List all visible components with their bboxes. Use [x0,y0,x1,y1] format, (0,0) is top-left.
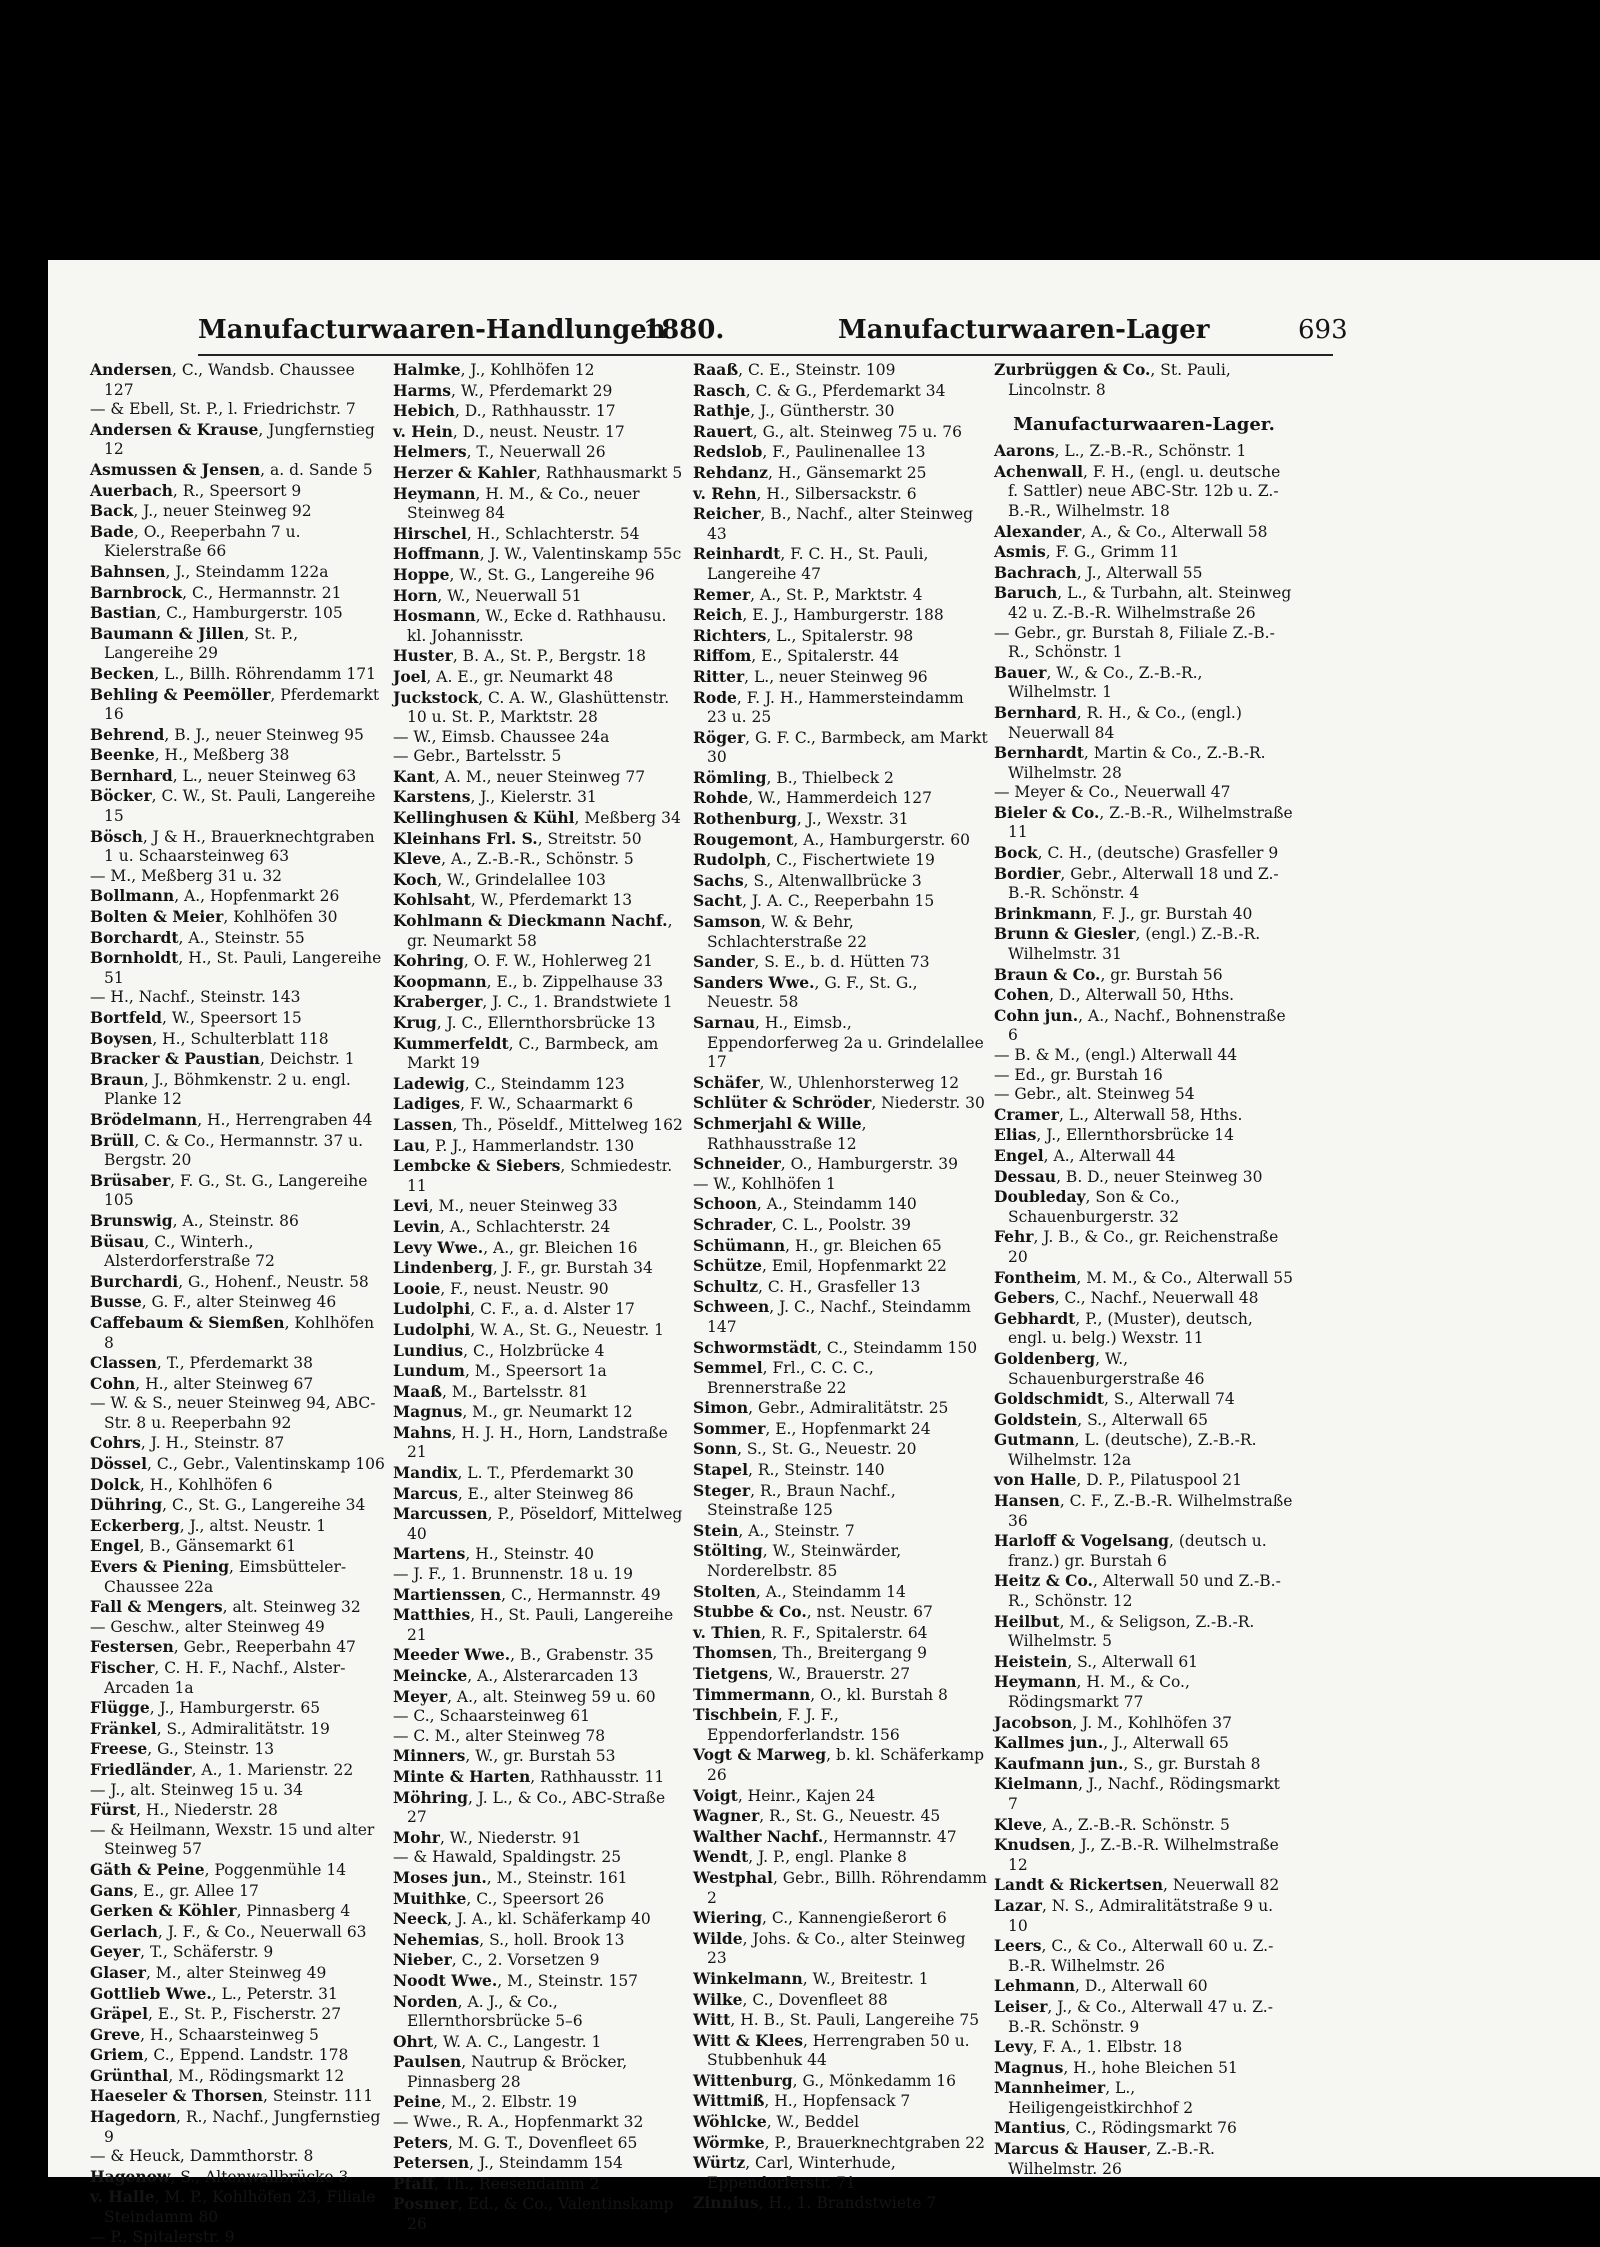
directory-entry: Simon, Gebr., Admiralitätstr. 25 [693,1398,949,1418]
directory-entry: — Meyer & Co., Neuerwall 47 [994,783,1231,802]
directory-entry: Thomsen, Th., Breitergang 9 [693,1643,927,1663]
directory-entry: Landt & Rickertsen, Neuerwall 82 [994,1875,1280,1895]
directory-entry: v. Rehn, H., Silbersackstr. 6 [693,483,917,503]
page-number: 693 [1298,315,1348,345]
directory-entry: Barnbrock, C., Hermannstr. 21 [90,582,342,602]
directory-entry: Hirschel, H., Schlachterstr. 54 [393,523,640,543]
directory-entry: Levy, F. A., 1. Elbstr. 18 [994,2037,1183,2057]
directory-entry: — C. M., alter Steinweg 78 [393,1726,606,1745]
directory-entry: Fehr, J. B., & Co., gr. Reichenstraße 20 [994,1227,1279,1266]
directory-entry: Juckstock, C. A. W., Glashüttenstr. 10 u. St. P., Marktstr. 28 [393,687,670,727]
directory-entry: Bahnsen, J., Steindamm 122a [90,561,329,581]
directory-entry: Wöhlcke, W., Beddel [693,2112,860,2132]
directory-entry: Caffebaum & Siemßen, Kohlhöfen 8 [90,1312,375,1352]
directory-entry: Schlüter & Schröder, Niederstr. 30 [693,1093,985,1113]
directory-entry: Mahns, H. J. H., Horn, Landstraße 21 [393,1422,668,1462]
directory-entry: Rougemont, A., Hamburgerstr. 60 [693,829,970,849]
directory-entry: Hansen, C. F., Z.-B.-R. Wilhelmstraße 36 [994,1491,1293,1530]
directory-entry: Engel, B., Gänsemarkt 61 [90,1536,297,1556]
directory-entry: Marcus & Hauser, Z.-B.-R. Wilhelmstr. 26 [994,2139,1215,2178]
directory-entry: Minners, W., gr. Burstah 53 [393,1746,616,1766]
directory-entry: Norden, A. J., & Co., Ellernthorsbrücke 5–6 [393,1991,583,2031]
directory-entry: Hoppe, W., St. G., Langereihe 96 [393,564,655,584]
directory-entry: Glaser, M., alter Steinweg 49 [90,1962,327,1982]
directory-entry: — C., Schaarsteinweg 61 [393,1707,590,1726]
directory-entry: Kellinghusen & Kühl, Meßberg 34 [393,808,681,828]
directory-entry: Kleve, A., Z.-B.-R., Schönstr. 5 [393,849,634,869]
directory-entry: Kaufmann jun., S., gr. Burstah 8 [994,1753,1261,1773]
directory-entry: Rohde, W., Hammerdeich 127 [693,788,933,808]
directory-entry: Griem, C., Eppend. Landstr. 178 [90,2045,349,2065]
directory-entry: Marcussen, P., Pöseldorf, Mittelweg 40 [393,1504,683,1543]
directory-entry: Friedländer, A., 1. Marienstr. 22 [90,1759,354,1779]
directory-entry: Burchardi, G., Hohenf., Neustr. 58 [90,1271,369,1291]
directory-entry: Heymann, H. M., & Co., neuer Steinweg 84 [393,483,640,523]
directory-entry: Sachs, S., Altenwallbrücke 3 [693,870,922,890]
directory-entry: Bollmann, A., Hopfenmarkt 26 [90,886,340,906]
directory-entry: Busse, G. F., alter Steinweg 46 [90,1292,337,1312]
directory-entry: Wittenburg, G., Mönkedamm 16 [693,2070,957,2090]
directory-entry: Kohlmann & Dieckmann Nachf., gr. Neumarkt 58 [393,911,673,950]
directory-entry: — M., Meßberg 31 u. 32 [90,866,283,885]
directory-entry: Remer, A., St. P., Marktstr. 4 [693,584,923,604]
directory-entry: Brinkmann, F. J., gr. Burstah 40 [994,903,1253,923]
directory-entry: Reich, E. J., Hamburgerstr. 188 [693,605,944,625]
directory-entry: Tischbein, F. J. F., Eppendorferlandstr. 156 [693,1705,900,1744]
directory-entry: Reicher, B., Nachf., alter Steinweg 43 [693,504,974,543]
directory-entry: Posmer, Ed., & Co., Valentinskamp 26 [393,2194,674,2234]
directory-entry: Hagedorn, R., Nachf., Jungfernstieg 9 [90,2107,381,2146]
directory-entry: — J. F., 1. Brunnenstr. 18 u. 19 [393,1565,633,1584]
directory-entry: — Wwe., R. A., Hopfenmarkt 32 [393,2113,644,2132]
directory-entry: Fischer, C. H. F., Nachf., Alster-Arcaden 1a [90,1658,346,1697]
directory-entry: Lundius, C., Holzbrücke 4 [393,1340,605,1360]
directory-entry: — H., Nachf., Steinstr. 143 [90,988,301,1007]
directory-entry: Baumann & Jillen, St. P., Langereihe 29 [90,623,299,663]
directory-entry: Fränkel, S., Admiralitätstr. 19 [90,1718,330,1738]
directory-entry: Rasch, C. & G., Pferdemarkt 34 [693,380,946,400]
directory-entry: Fall & Mengers, alt. Steinweg 32 [90,1597,361,1617]
directory-entry: Rothenburg, J., Wexstr. 31 [693,809,909,829]
directory-entry: Jacobson, J. M., Kohlhöfen 37 [994,1712,1232,1732]
directory-entry: Levy Wwe., A., gr. Bleichen 16 [393,1237,638,1257]
header-rule [198,354,1333,356]
directory-entry: Fürst, H., Niederstr. 28 [90,1800,278,1820]
directory-entry: — & Ebell, St. P., l. Friedrichstr. 7 [90,400,356,419]
directory-entry: Meyer, A., alt. Steinweg 59 u. 60 [393,1686,656,1706]
directory-entry: Schneider, O., Hamburgerstr. 39 [693,1154,958,1174]
directory-entry: Westphal, Gebr., Billh. Röhrendamm 2 [693,1867,987,1907]
directory-entry: Schümann, H., gr. Bleichen 65 [693,1235,942,1255]
directory-entry: Bordier, Gebr., Alterwall 18 und Z.-B.-R. Schönstr. 4 [994,863,1279,903]
directory-entry: Kleve, A., Z.-B.-R. Schönstr. 5 [994,1814,1230,1834]
directory-entry: Heilbut, M., & Seligson, Z.-B.-R. Wilhelmstr. 5 [994,1611,1255,1651]
directory-entry: Borchardt, A., Steinstr. 55 [90,927,305,947]
directory-entry: Asmis, F. G., Grimm 11 [994,542,1180,562]
directory-entry: Schäfer, W., Uhlenhorsterweg 12 [693,1072,960,1092]
directory-entry: Bornholdt, H., St. Pauli, Langereihe 51 [90,948,382,987]
directory-entry: — Gebr., gr. Burstah 8, Filiale Z.-B.-R., Schönstr. 1 [994,623,1275,662]
directory-entry: Ludolphi, W. A., St. G., Neuestr. 1 [393,1319,664,1339]
directory-entry: Magnus, H., hohe Bleichen 51 [994,2057,1238,2077]
directory-entry: Schwormstädt, C., Steindamm 150 [693,1337,978,1357]
directory-entry: Festersen, Gebr., Reeperbahn 47 [90,1637,356,1657]
directory-entry: Wagner, R., St. G., Neuestr. 45 [693,1806,941,1826]
directory-entry: — W., Eimsb. Chaussee 24a [393,727,610,746]
directory-entry: Gans, E., gr. Allee 17 [90,1880,259,1900]
directory-entry: Koopmann, E., b. Zippelhause 33 [393,971,664,991]
directory-entry: Gottlieb Wwe., L., Peterstr. 31 [90,1983,338,2003]
directory-entry: Neeck, J. A., kl. Schäferkamp 40 [393,1909,651,1929]
directory-entry: — P., Spitalerstr. 9 [90,2227,235,2246]
directory-entry: Levin, A., Schlachterstr. 24 [393,1216,611,1236]
directory-entry: Bernhard, R. H., & Co., (engl.) Neuerwall 84 [994,702,1242,742]
directory-entry: Cohn, H., alter Steinweg 67 [90,1373,314,1393]
directory-entry: Levi, M., neuer Steinweg 33 [393,1196,618,1216]
directory-entry: Mantius, C., Rödingsmarkt 76 [994,2118,1237,2138]
directory-entry: Cohen, D., Alterwall 50, Hths. [994,985,1235,1005]
directory-entry: Meincke, A., Alsterarcaden 13 [393,1666,639,1685]
directory-entry: Wilde, Johs. & Co., alter Steinweg 23 [693,1928,966,1968]
directory-entry: Zinnius, H., 1. Brandstwiete 7 [693,2193,937,2213]
directory-entry: Krug, J. C., Ellernthorsbrücke 13 [393,1013,656,1032]
directory-entry: Brunn & Giesler, (engl.) Z.-B.-R. Wilhelmstr. 31 [994,924,1261,964]
right-running-title: Manufacturwaaren-Lager [838,315,1210,345]
directory-entry: Huster, B. A., St. P., Bergstr. 18 [393,646,647,666]
directory-entry: Auerbach, R., Speersort 9 [90,480,302,500]
directory-entry: Goldschmidt, S., Alterwall 74 [994,1389,1235,1409]
directory-entry: Sonn, S., St. G., Neuestr. 20 [693,1439,917,1459]
directory-entry: Martienssen, C., Hermannstr. 49 [393,1584,661,1604]
directory-entry: Geyer, T., Schäferstr. 9 [90,1942,274,1962]
directory-entry: Kielmann, J., Nachf., Rödingsmarkt 7 [994,1774,1280,1813]
directory-entry: Lindenberg, J. F., gr. Burstah 34 [393,1258,653,1278]
directory-entry: Schrader, C. L., Poolstr. 39 [693,1214,911,1234]
directory-entry: Bieler & Co., Z.-B.-R., Wilhelmstraße 11 [994,802,1293,842]
directory-entry: Herzer & Kahler, Rathhausmarkt 5 [393,462,683,482]
directory-entry: Behrend, B. J., neuer Steinweg 95 [90,724,364,744]
directory-entry: — & Hawald, Spaldingstr. 25 [393,1848,622,1867]
directory-entry: Stapel, R., Steinstr. 140 [693,1460,885,1480]
directory-entry: Brüsaber, F. G., St. G., Langereihe 105 [90,1170,368,1210]
directory-entry: Gerlach, J. F., & Co., Neuerwall 63 [90,1921,367,1941]
column-3 [693,360,988,2213]
directory-entry: Witt & Klees, Herrengraben 50 u. Stubbenhuk 44 [693,2030,970,2070]
directory-entry: Winkelmann, W., Breitestr. 1 [693,1968,929,1988]
directory-entry: Bracker & Paustian, Deichstr. 1 [90,1049,355,1069]
directory-entry: Semmel, Frl., C. C. C., Brennerstraße 22 [693,1358,874,1397]
directory-entry: Elias, J., Ellernthorsbrücke 14 [994,1125,1234,1145]
directory-entry: Bernhardt, Martin & Co., Z.-B.-R. Wilhelmstr. 28 [994,743,1266,782]
directory-entry: Aarons, L., Z.-B.-R., Schönstr. 1 [994,441,1247,461]
directory-entry: Ladewig, C., Steindamm 123 [393,1073,625,1093]
directory-entry: Bachrach, J., Alterwall 55 [994,562,1203,582]
directory-entry: Kraberger, J. C., 1. Brandstwiete 1 [393,992,673,1012]
directory-entry: — & Heilmann, Wexstr. 15 und alter Steinweg 57 [90,1820,375,1859]
directory-entry: Nieber, C., 2. Vorsetzen 9 [393,1950,600,1970]
directory-entry: Dühring, C., St. G., Langereihe 34 [90,1495,366,1515]
directory-entry: — Gebr., Bartelsstr. 5 [393,747,562,766]
directory-entry: Braun & Co., gr. Burstah 56 [994,964,1223,984]
directory-entry: Kohlsaht, W., Pferdemarkt 13 [393,890,633,910]
directory-entry: Voigt, Heinr., Kajen 24 [693,1785,876,1805]
directory-entry: Riffom, E., Spitalerstr. 44 [693,646,900,666]
directory-entry: Schween, J. C., Nachf., Steindamm 147 [693,1297,972,1336]
directory-entry: Hoffmann, J. W., Valentinskamp 55c [393,544,682,564]
directory-entry: v. Thien, R. F., Spitalerstr. 64 [693,1622,928,1642]
directory-entry: Grünthal, M., Rödingsmarkt 12 [90,2065,345,2085]
directory-entry: Pfaff, Th., Reesendamm 2 [393,2173,600,2193]
directory-entry: Tietgens, W., Brauerstr. 27 [693,1664,911,1683]
directory-entry: Dessau, B. D., neuer Steinweg 30 [994,1166,1263,1186]
directory-entry: Hosmann, W., Ecke d. Rathhausu. kl. Johannisstr. [393,606,667,645]
directory-entry: Eckerberg, J., altst. Neustr. 1 [90,1515,327,1535]
directory-entry: Schoon, A., Steindamm 140 [693,1194,917,1214]
page-header [198,315,1348,355]
directory-entry: Stein, A., Steinstr. 7 [693,1520,855,1540]
directory-entry: Richters, L., Spitalerstr. 98 [693,625,914,645]
directory-entry: Noodt Wwe., M., Steinstr. 157 [393,1970,639,1990]
directory-entry: Zurbrüggen & Co., St. Pauli, Lincolnstr. 8 [994,360,1231,399]
directory-entry: Muithke, C., Speersort 26 [393,1888,605,1908]
directory-entry: — W. & S., neuer Steinweg 94, ABC-Str. 8 u. Reeperbahn 92 [90,1394,376,1432]
directory-entry: Gerken & Köhler, Pinnasberg 4 [90,1901,351,1921]
directory-entry: Stolten, A., Steindamm 14 [693,1581,906,1601]
directory-entry: Reinhardt, F. C. H., St. Pauli, Langereihe 47 [693,544,929,583]
directory-entry: Doubleday, Son & Co., Schauenburgerstr. 32 [994,1187,1180,1226]
directory-entry: Gäth & Peine, Poggenmühle 14 [90,1859,347,1879]
directory-entry: Rauert, G., alt. Steinweg 75 u. 76 [693,421,962,441]
directory-entry: Peters, M. G. T., Dovenfleet 65 [393,2132,638,2152]
directory-entry: Goldstein, S., Alterwall 65 [994,1409,1208,1429]
directory-entry: Kant, A. M., neuer Steinweg 77 [393,766,646,786]
directory-entry: Koch, W., Grindelallee 103 [393,869,606,889]
directory-entry: Joel, A. E., gr. Neumarkt 48 [393,666,614,686]
directory-entry: Würtz, Carl, Winterhude, Eppendorferstr. 71 [693,2153,896,2192]
column-1 [90,360,385,2246]
directory-entry: Redslob, F., Paulinenallee 13 [693,442,926,462]
left-running-title: Manufacturwaaren-Handlungen [198,315,666,345]
directory-entry: Witt, H. B., St. Pauli, Langereihe 75 [693,2010,980,2030]
directory-entry: Paulsen, Nautrup & Bröcker, Pinnasberg 28 [393,2052,628,2091]
directory-entry: Lazar, N. S., Admiralitätstraße 9 u. 10 [994,1895,1274,1935]
directory-entry: Büsau, C., Winterh., Alsterdorferstraße 72 [90,1231,275,1271]
directory-entry: Martens, H., Steinstr. 40 [393,1544,594,1564]
directory-entry: Ludolphi, C. F., a. d. Alster 17 [393,1299,635,1319]
directory-entry: Cohn jun., A., Nachf., Bohnenstraße 6 [994,1005,1286,1045]
directory-entry: Gebhardt, P., (Muster), deutsch, engl. u. belg.) Wexstr. 11 [994,1308,1253,1348]
directory-entry: Böcker, C. W., St. Pauli, Langereihe 15 [90,786,376,826]
directory-entry: Raaß, C. E., Steinstr. 109 [693,360,896,379]
directory-entry: Schütze, Emil, Hopfenmarkt 22 [693,1256,947,1276]
directory-entry: Wendt, J. P., engl. Planke 8 [693,1847,907,1867]
directory-entry: Ladiges, F. W., Schaarmarkt 6 [393,1094,634,1114]
directory-entry: Mohr, W., Niederstr. 91 [393,1827,582,1847]
directory-entry: Classen, T., Pferdemarkt 38 [90,1353,314,1373]
directory-entry: Looie, F., neust. Neustr. 90 [393,1278,609,1298]
directory-entry: Asmussen & Jensen, a. d. Sande 5 [90,459,373,479]
directory-entry: Mandix, L. T., Pferdemarkt 30 [393,1463,634,1483]
directory-entry: Halmke, J., Kohlhöfen 12 [393,360,595,379]
directory-entry: Brunswig, A., Steinstr. 86 [90,1210,299,1230]
directory-entry: Horn, W., Neuerwall 51 [393,585,582,605]
directory-entry: Cramer, L., Alterwall 58, Hths. [994,1104,1243,1124]
directory-entry: Samson, W. & Behr, Schlachterstraße 22 [693,912,867,951]
directory-entry: Stubbe & Co., nst. Neustr. 67 [693,1602,933,1622]
directory-entry: Leers, C., & Co., Alterwall 60 u. Z.-B.-R. Wilhelmstr. 26 [994,1936,1274,1975]
directory-entry: Fontheim, M. M., & Co., Alterwall 55 [994,1267,1294,1287]
directory-entry: Sommer, E., Hopfenmarkt 24 [693,1418,931,1438]
directory-entry: — W., Kohlhöfen 1 [693,1174,836,1193]
directory-entry: Moses jun., M., Steinstr. 161 [393,1867,628,1887]
directory-entry: Gebers, C., Nachf., Neuerwall 48 [994,1288,1259,1308]
directory-entry: Baruch, L., & Turbahn, alt. Steinweg 42 u. Z.-B.-R. Wilhelmstraße 26 [994,583,1292,622]
directory-entry: Bock, C. H., (deutsche) Grasfeller 9 [994,843,1279,863]
directory-entry: Römling, B., Thielbeck 2 [693,767,894,787]
directory-entry: Leiser, J., & Co., Alterwall 47 u. Z.-B.-R. Schönstr. 9 [994,1996,1273,2036]
directory-entry: Harms, W., Pferdemarkt 29 [393,380,613,400]
directory-entry: Stölting, W., Steinwärder, Norderelbstr. 85 [693,1541,902,1581]
directory-entry: Rehdanz, H., Gänsemarkt 25 [693,462,927,482]
directory-entry: Karstens, J., Kielerstr. 31 [393,787,597,807]
directory-entry: Petersen, J., Steindamm 154 [393,2153,623,2173]
directory-entry: Steger, R., Braun Nachf., Steinstraße 125 [693,1480,896,1520]
directory-entry: Heymann, H. M., & Co., Rödingsmarkt 77 [994,1672,1190,1711]
directory-entry: Hebich, D., Rathhausstr. 17 [393,401,616,421]
column-4 [994,360,1294,2178]
directory-entry: Gutmann, L. (deutsche), Z.-B.-R. Wilhelmstr. 12a [994,1430,1257,1469]
directory-entry: Haeseler & Thorsen, Steinstr. 111 [90,2086,374,2106]
directory-entry: Rudolph, C., Fischertwiete 19 [693,850,935,870]
directory-entry: Lehmann, D., Alterwall 60 [994,1976,1208,1996]
directory-entry: Rode, F. J. H., Hammersteindamm 23 u. 25 [693,687,964,727]
directory-entry: Kleinhans Frl. S., Streitstr. 50 [393,828,642,848]
directory-entry: Wittmiß, H., Hopfensack 7 [693,2091,911,2111]
directory-entry: Wörmke, P., Brauerknechtgraben 22 [693,2132,985,2152]
directory-entry: Freese, G., Steinstr. 13 [90,1739,275,1759]
directory-entry: Flügge, J., Hamburgerstr. 65 [90,1698,321,1718]
directory-entry: Lembcke & Siebers, Schmiedestr. 11 [393,1156,673,1195]
directory-entry: Bade, O., Reeperbahn 7 u. Kielerstraße 66 [90,521,301,561]
directory-entry: Andersen, C., Wandsb. Chaussee 127 [90,360,355,399]
directory-entry: Braun, J., Böhmkenstr. 2 u. engl. Planke 12 [90,1069,351,1109]
directory-entry: Kallmes jun., J., Alterwall 65 [994,1733,1229,1753]
directory-entry: Sacht, J. A. C., Reeperbahn 15 [693,891,935,911]
directory-entry: — Gebr., alt. Steinweg 54 [994,1085,1195,1104]
directory-entry: Kohring, O. F. W., Hohlerweg 21 [393,951,653,971]
directory-entry: Kummerfeldt, C., Barmbeck, am Markt 19 [393,1033,659,1073]
directory-entry: Bastian, C., Hamburgerstr. 105 [90,603,343,623]
directory-entry: Nehemias, S., holl. Brook 13 [393,1929,625,1949]
directory-entry: Lau, P. J., Hammerlandstr. 130 [393,1135,635,1155]
directory-entry: Bösch, J & H., Brauerknechtgraben 1 u. Schaarsteinweg 63 [90,826,375,866]
directory-entry: Harloff & Vogelsang, (deutsch u. franz.) gr. Burstah 6 [994,1531,1267,1570]
section-heading: Manufacturwaaren-Lager. [1013,414,1275,436]
directory-entry: Bolten & Meier, Kohlhöfen 30 [90,907,338,927]
directory-entry: Sanders Wwe., G. F., St. G., Neuestr. 58 [693,972,918,1012]
directory-entry: Bauer, W., & Co., Z.-B.-R., Wilhelmstr. 1 [994,662,1203,702]
directory-entry: Behling & Peemöller, Pferdemarkt 16 [90,684,380,724]
directory-entry: Engel, A., Alterwall 44 [994,1145,1176,1165]
directory-entry: Dolck, H., Kohlhöfen 6 [90,1474,273,1494]
directory-entry: v. Hein, D., neust. Neustr. 17 [393,421,625,441]
directory-entry: Peine, M., 2. Elbstr. 19 [393,2092,578,2112]
directory-entry: Brödelmann, H., Herrengraben 44 [90,1109,373,1129]
directory-entry: Schmerjahl & Wille, Rathhausstraße 12 [693,1113,867,1153]
directory-entry: — Geschw., alter Steinweg 49 [90,1617,325,1636]
directory-entry: — Ed., gr. Burstah 16 [994,1065,1163,1084]
directory-entry: Andersen & Krause, Jungfernstieg 12 [90,419,375,459]
directory-entry: Röger, G. F. C., Barmbeck, am Markt 30 [693,727,988,767]
directory-entry: Achenwall, F. H., (engl. u. deutsche f. Sattler) neue ABC-Str. 12b u. Z.-B.-R., Wilhelmstr. 18 [994,461,1281,520]
directory-entry: Ritter, L., neuer Steinweg 96 [693,666,928,686]
directory-entry: von Halle, D. P., Pilatuspool 21 [994,1470,1242,1490]
directory-entry: Brüll, C. & Co., Hermannstr. 37 u. Bergstr. 20 [90,1130,364,1170]
directory-entry: Hagenow, S., Altenwallbrücke 3 [90,2166,349,2186]
directory-entry: — J., alt. Steinweg 15 u. 34 [90,1780,303,1799]
directory-entry: — B. & M., (engl.) Alterwall 44 [994,1046,1238,1064]
directory-entry: Maaß, M., Bartelsstr. 81 [393,1381,589,1401]
directory-entry: Back, J., neuer Steinweg 92 [90,501,312,521]
directory-entry: Evers & Piening, Eimsbütteler-Chaussee 22a [90,1557,347,1596]
directory-entry: Dössel, C., Gebr., Valentinskamp 106 [90,1454,385,1474]
directory-entry: Timmermann, O., kl. Burstah 8 [693,1684,948,1704]
directory-entry: Schultz, C. H., Grasfeller 13 [693,1276,921,1296]
directory-entry: Minte & Harten, Rathhausstr. 11 [393,1766,665,1786]
directory-entry: Magnus, M., gr. Neumarkt 12 [393,1402,633,1422]
directory-entry: Greve, H., Schaarsteinweg 5 [90,2024,319,2044]
directory-entry: Mannheimer, L., Heiligengeistkirchhof 2 [994,2078,1194,2117]
directory-entry: Becken, L., Billh. Röhrendamm 171 [90,663,376,683]
directory-entry: Wiering, C., Kannengießerort 6 [693,1908,947,1928]
directory-entry: Möhring, J. L., & Co., ABC-Straße 27 [393,1787,666,1827]
directory-entry: Bernhard, L., neuer Steinweg 63 [90,765,357,785]
directory-entry: Wilke, C., Dovenfleet 88 [693,1989,888,2009]
directory-entry: Heitz & Co., Alterwall 50 und Z.-B.-R., Schönstr. 12 [994,1571,1281,1611]
directory-entry: Heistein, S., Alterwall 61 [994,1651,1199,1671]
directory-entry: Knudsen, J., Z.-B.-R. Wilhelmstraße 12 [994,1835,1279,1874]
directory-entry: Cohrs, J. H., Steinstr. 87 [90,1433,285,1453]
directory-entry: Lundum, M., Speersort 1a [393,1361,607,1381]
directory-entry: Matthies, H., St. Pauli, Langereihe 21 [393,1605,674,1644]
column-2 [393,360,688,2234]
directory-entry: Ohrt, W. A. C., Langestr. 1 [393,2031,602,2051]
directory-entry: v. Halle, M. P., Kohlhöfen 23, Filiale Steindamm 80 [90,2187,376,2227]
directory-entry: Boysen, H., Schulterblatt 118 [90,1028,329,1048]
directory-entry: Lassen, Th., Pöseldf., Mittelweg 162 [393,1114,683,1134]
directory-entry: Rathje, J., Güntherstr. 30 [693,401,895,421]
directory-entry: Gräpel, E., St. P., Fischerstr. 27 [90,2004,342,2024]
directory-entry: Vogt & Marweg, b. kl. Schäferkamp 26 [693,1745,985,1784]
directory-entry: Sarnau, H., Eimsb., Eppendorferweg 2a u. Grindelallee 17 [693,1013,984,1072]
directory-entry: Marcus, E., alter Steinweg 86 [393,1483,634,1503]
directory-entry: Beenke, H., Meßberg 38 [90,745,290,765]
directory-entry: Meeder Wwe., B., Grabenstr. 35 [393,1645,654,1665]
directory-entry: Walther Nachf., Hermannstr. 47 [693,1826,957,1846]
directory-entry: — & Heuck, Dammthorstr. 8 [90,2147,314,2166]
year-label: 1880. [643,315,725,345]
directory-entry: Alexander, A., & Co., Alterwall 58 [994,521,1268,541]
directory-entry: Bortfeld, W., Speersort 15 [90,1008,302,1027]
directory-entry: Helmers, T., Neuerwall 26 [393,442,606,462]
directory-entry: Goldenberg, W., Schauenburgerstraße 46 [994,1348,1205,1388]
directory-entry: Sander, S. E., b. d. Hütten 73 [693,952,930,972]
